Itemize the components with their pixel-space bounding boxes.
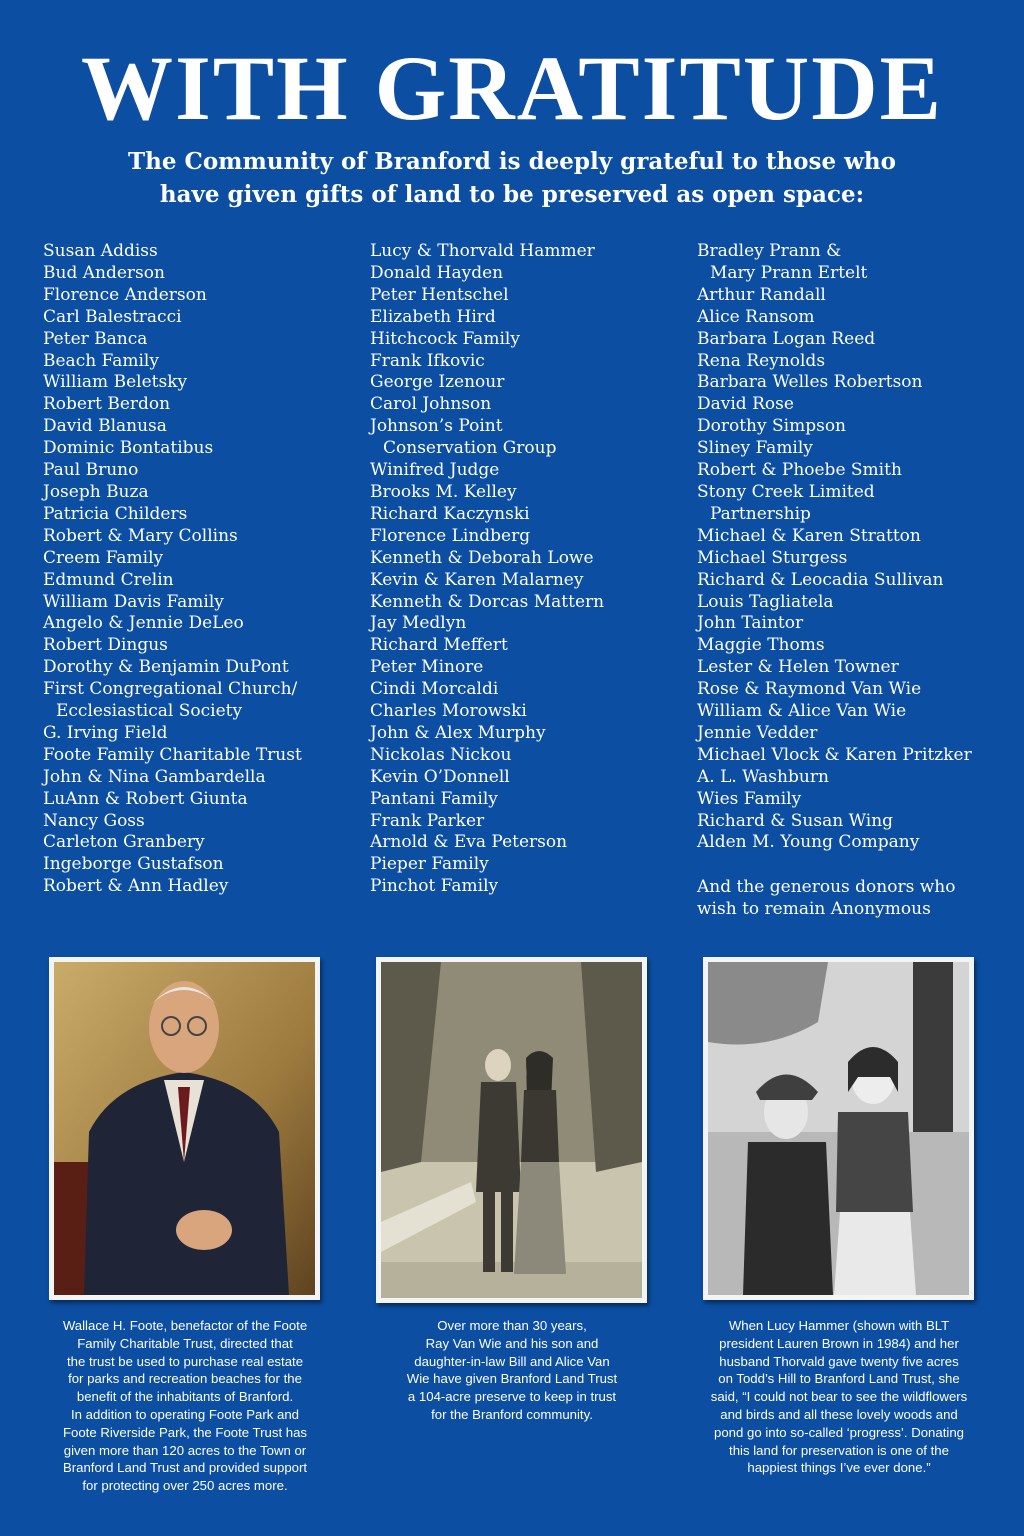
- caption-line: for the Branford community.: [431, 1406, 593, 1422]
- donor-name: Dorothy Simpson: [697, 416, 847, 437]
- donor-name: Cindi Morcaldi: [370, 679, 499, 700]
- donor-name: Susan Addiss: [43, 241, 158, 261]
- donor-name: David Blanusa: [43, 416, 167, 437]
- donor-name: Winifred Judge: [370, 460, 500, 481]
- donor-name: Dorothy & Benjamin DuPont: [43, 657, 289, 678]
- caption-line: the trust be used to purchase real estate: [66, 1353, 304, 1369]
- donor-name: LuAnn & Robert Giunta: [43, 788, 248, 809]
- caption-line: and birds and all these lovely woods and: [720, 1406, 958, 1422]
- caption-line: pond go into so-called ‘progress’. Donating: [714, 1424, 964, 1440]
- caption-line: Wallace H. Foote, benefactor of the Foote: [62, 1318, 308, 1333]
- donor-name: John & Nina Gambardella: [43, 766, 266, 787]
- donor-name: Hitchcock Family: [370, 328, 520, 349]
- donor-name: Bud Anderson: [43, 262, 165, 283]
- donor-name: Wies Family: [697, 788, 802, 809]
- donor-name: David Rose: [697, 394, 794, 415]
- donor-name: Lucy & Thorvald Hammer: [370, 241, 595, 261]
- donor-name: Lester & Helen Towner: [697, 657, 899, 678]
- donor-name: Dominic Bontatibus: [43, 438, 214, 459]
- donor-name: Michael Vlock & Karen Pritzker: [697, 744, 972, 765]
- donor-name: Sliney Family: [697, 438, 813, 459]
- donor-name: Kevin O’Donnell: [370, 766, 510, 787]
- photo-caption-hammer: [694, 1317, 984, 1477]
- donor-name: Paul Bruno: [43, 460, 139, 481]
- donor-name: George Izenour: [370, 372, 505, 393]
- donor-name: John & Alex Murphy: [370, 722, 546, 743]
- note-line: And the generous donors who: [697, 877, 956, 897]
- donor-name: Pantani Family: [370, 788, 498, 809]
- donor-name: Edmund Crelin: [43, 569, 174, 590]
- donor-column-2: [370, 241, 604, 898]
- donor-name: Creem Family: [43, 547, 164, 568]
- donor-name: Michael Sturgess: [697, 547, 848, 568]
- donor-name: Carol Johnson: [370, 394, 492, 415]
- caption-line: given more than 120 acres to the Town or: [63, 1442, 307, 1458]
- caption-line: Foote Riverside Park, the Foote Trust has: [62, 1424, 308, 1440]
- caption-line: said, “I could not bear to see the wildflowers: [710, 1389, 968, 1405]
- photo-van-wie-couple: [376, 957, 647, 1303]
- donor-name: Maggie Thoms: [697, 635, 825, 656]
- caption-line: In addition to operating Foote Park and: [70, 1406, 299, 1422]
- donor-name: Pieper Family: [370, 854, 489, 875]
- donor-name: Rena Reynolds: [697, 350, 826, 371]
- donor-name: Barbara Welles Robertson: [697, 372, 923, 393]
- caption-line: for protecting over 250 acres more.: [82, 1478, 288, 1494]
- portrait-painting-icon: [54, 962, 315, 1295]
- donor-name: Angelo & Jennie DeLeo: [43, 613, 244, 634]
- subtitle-line: have given gifts of land to be preserved as open space:: [159, 181, 865, 208]
- caption-line: benefit of the inhabitants of Branford.: [76, 1389, 294, 1405]
- donor-name: William Davis Family: [43, 591, 224, 612]
- donor-name: Carleton Granbery: [43, 832, 205, 853]
- photo-caption-van-wie: [367, 1317, 657, 1424]
- donor-name: Arthur Randall: [697, 284, 826, 305]
- vintage-couple-photo-icon: [381, 962, 642, 1298]
- donor-name: A. L. Washburn: [697, 766, 829, 787]
- donor-name: Pinchot Family: [370, 876, 499, 897]
- donor-name: G. Irving Field: [43, 722, 168, 743]
- donor-name: Frank Ifkovic: [370, 350, 485, 371]
- caption-line: Ray Van Wie and his son and: [425, 1335, 599, 1351]
- caption-line: this land for preservation is one of the: [729, 1442, 949, 1458]
- donor-name: Bradley Prann &: [697, 241, 842, 261]
- photo-lucy-hammer: [703, 957, 974, 1300]
- donor-name: Arnold & Eva Peterson: [370, 832, 568, 853]
- caption-line: happiest things I’ve ever done.”: [747, 1460, 931, 1476]
- subtitle-line: The Community of Branford is deeply grateful to those who: [128, 148, 896, 175]
- donor-name: Alden M. Young Company: [697, 832, 920, 853]
- donor-name: Louis Tagliatela: [697, 591, 834, 612]
- caption-line: When Lucy Hammer (shown with BLT: [728, 1318, 950, 1333]
- donor-name: Robert & Phoebe Smith: [697, 460, 902, 481]
- caption-line: a 104-acre preserve to keep in trust: [407, 1389, 617, 1405]
- donor-name: Joseph Buza: [43, 481, 149, 502]
- donor-name: Jay Medlyn: [370, 613, 467, 634]
- anonymous-donors-note: [697, 877, 955, 921]
- donor-name: Kenneth & Deborah Lowe: [370, 547, 594, 568]
- donor-name: Jennie Vedder: [697, 722, 818, 743]
- donor-name: Alice Ransom: [697, 306, 815, 327]
- donor-name: First Congregational Church/: [43, 679, 298, 700]
- note-line: wish to remain Anonymous: [697, 898, 931, 919]
- donor-name: Ingeborge Gustafson: [43, 854, 224, 875]
- caption-line: Over more than 30 years,: [437, 1318, 587, 1333]
- donor-name: Donald Hayden: [370, 262, 504, 283]
- caption-line: daughter-in-law Bill and Alice Van: [414, 1353, 610, 1369]
- donor-name: Brooks M. Kelley: [370, 481, 517, 502]
- donor-name: Robert & Mary Collins: [43, 525, 238, 546]
- donor-name: John Taintor: [697, 613, 804, 634]
- caption-line: Family Charitable Trust, directed that: [77, 1335, 293, 1351]
- donor-name: Florence Anderson: [43, 284, 207, 305]
- donor-name: Barbara Logan Reed: [697, 328, 876, 349]
- donor-name-continuation: Partnership: [710, 503, 811, 524]
- two-women-photo-icon: [708, 962, 969, 1295]
- caption-line: on Todd’s Hill to Branford Land Trust, she: [718, 1371, 960, 1387]
- donor-name: Foote Family Charitable Trust: [43, 744, 302, 765]
- donor-name: Carl Balestracci: [43, 306, 182, 327]
- donor-name: Richard & Susan Wing: [697, 810, 894, 831]
- donor-name-continuation: Conservation Group: [383, 438, 557, 459]
- donor-name: Nancy Goss: [43, 810, 145, 831]
- donor-name-continuation: Mary Prann Ertelt: [710, 262, 868, 283]
- donor-name: Rose & Raymond Van Wie: [697, 679, 922, 700]
- donor-name: Richard & Leocadia Sullivan: [697, 569, 944, 590]
- donor-name: Peter Hentschel: [370, 284, 509, 305]
- donor-name: Kevin & Karen Malarney: [370, 569, 584, 590]
- photo-wallace-foote: [49, 957, 320, 1300]
- caption-line: Wie have given Branford Land Trust: [406, 1371, 618, 1387]
- caption-line: president Lauren Brown in 1984) and her: [719, 1335, 959, 1351]
- page-subtitle: [0, 145, 1024, 211]
- page-title: WITH GRATITUDE: [80, 37, 944, 139]
- donor-name: Michael & Karen Stratton: [697, 525, 921, 546]
- donor-name: Florence Lindberg: [370, 525, 531, 546]
- donor-name: Peter Banca: [43, 328, 148, 349]
- donor-name: William & Alice Van Wie: [697, 701, 907, 722]
- photo-caption-foote: [40, 1317, 330, 1495]
- donor-name: Richard Meffert: [370, 635, 508, 656]
- donor-name: William Beletsky: [43, 372, 188, 393]
- caption-line: for parks and recreation beaches for the: [68, 1371, 302, 1387]
- donor-column-3: [697, 241, 972, 854]
- donor-name: Robert Dingus: [43, 635, 168, 656]
- donor-name: Beach Family: [43, 350, 159, 371]
- caption-line: husband Thorvald gave twenty five acres: [719, 1353, 959, 1369]
- donor-name: Elizabeth Hird: [370, 306, 496, 327]
- donor-name: Richard Kaczynski: [370, 503, 530, 524]
- donor-name: Johnson’s Point: [370, 416, 503, 437]
- donor-name: Nickolas Nickou: [370, 744, 512, 765]
- donor-column-1: [43, 241, 302, 898]
- donor-name-continuation: Ecclesiastical Society: [56, 701, 243, 722]
- donor-name: Patricia Childers: [43, 503, 188, 524]
- donor-name: Stony Creek Limited: [697, 481, 875, 502]
- donor-name: Robert & Ann Hadley: [43, 876, 229, 897]
- donor-name: Charles Morowski: [370, 701, 527, 722]
- donor-name: Peter Minore: [370, 657, 484, 678]
- donor-name: Robert Berdon: [43, 394, 171, 415]
- donor-name: Frank Parker: [370, 810, 485, 831]
- donor-name: Kenneth & Dorcas Mattern: [370, 591, 605, 612]
- caption-line: Branford Land Trust and provided support: [62, 1460, 308, 1476]
